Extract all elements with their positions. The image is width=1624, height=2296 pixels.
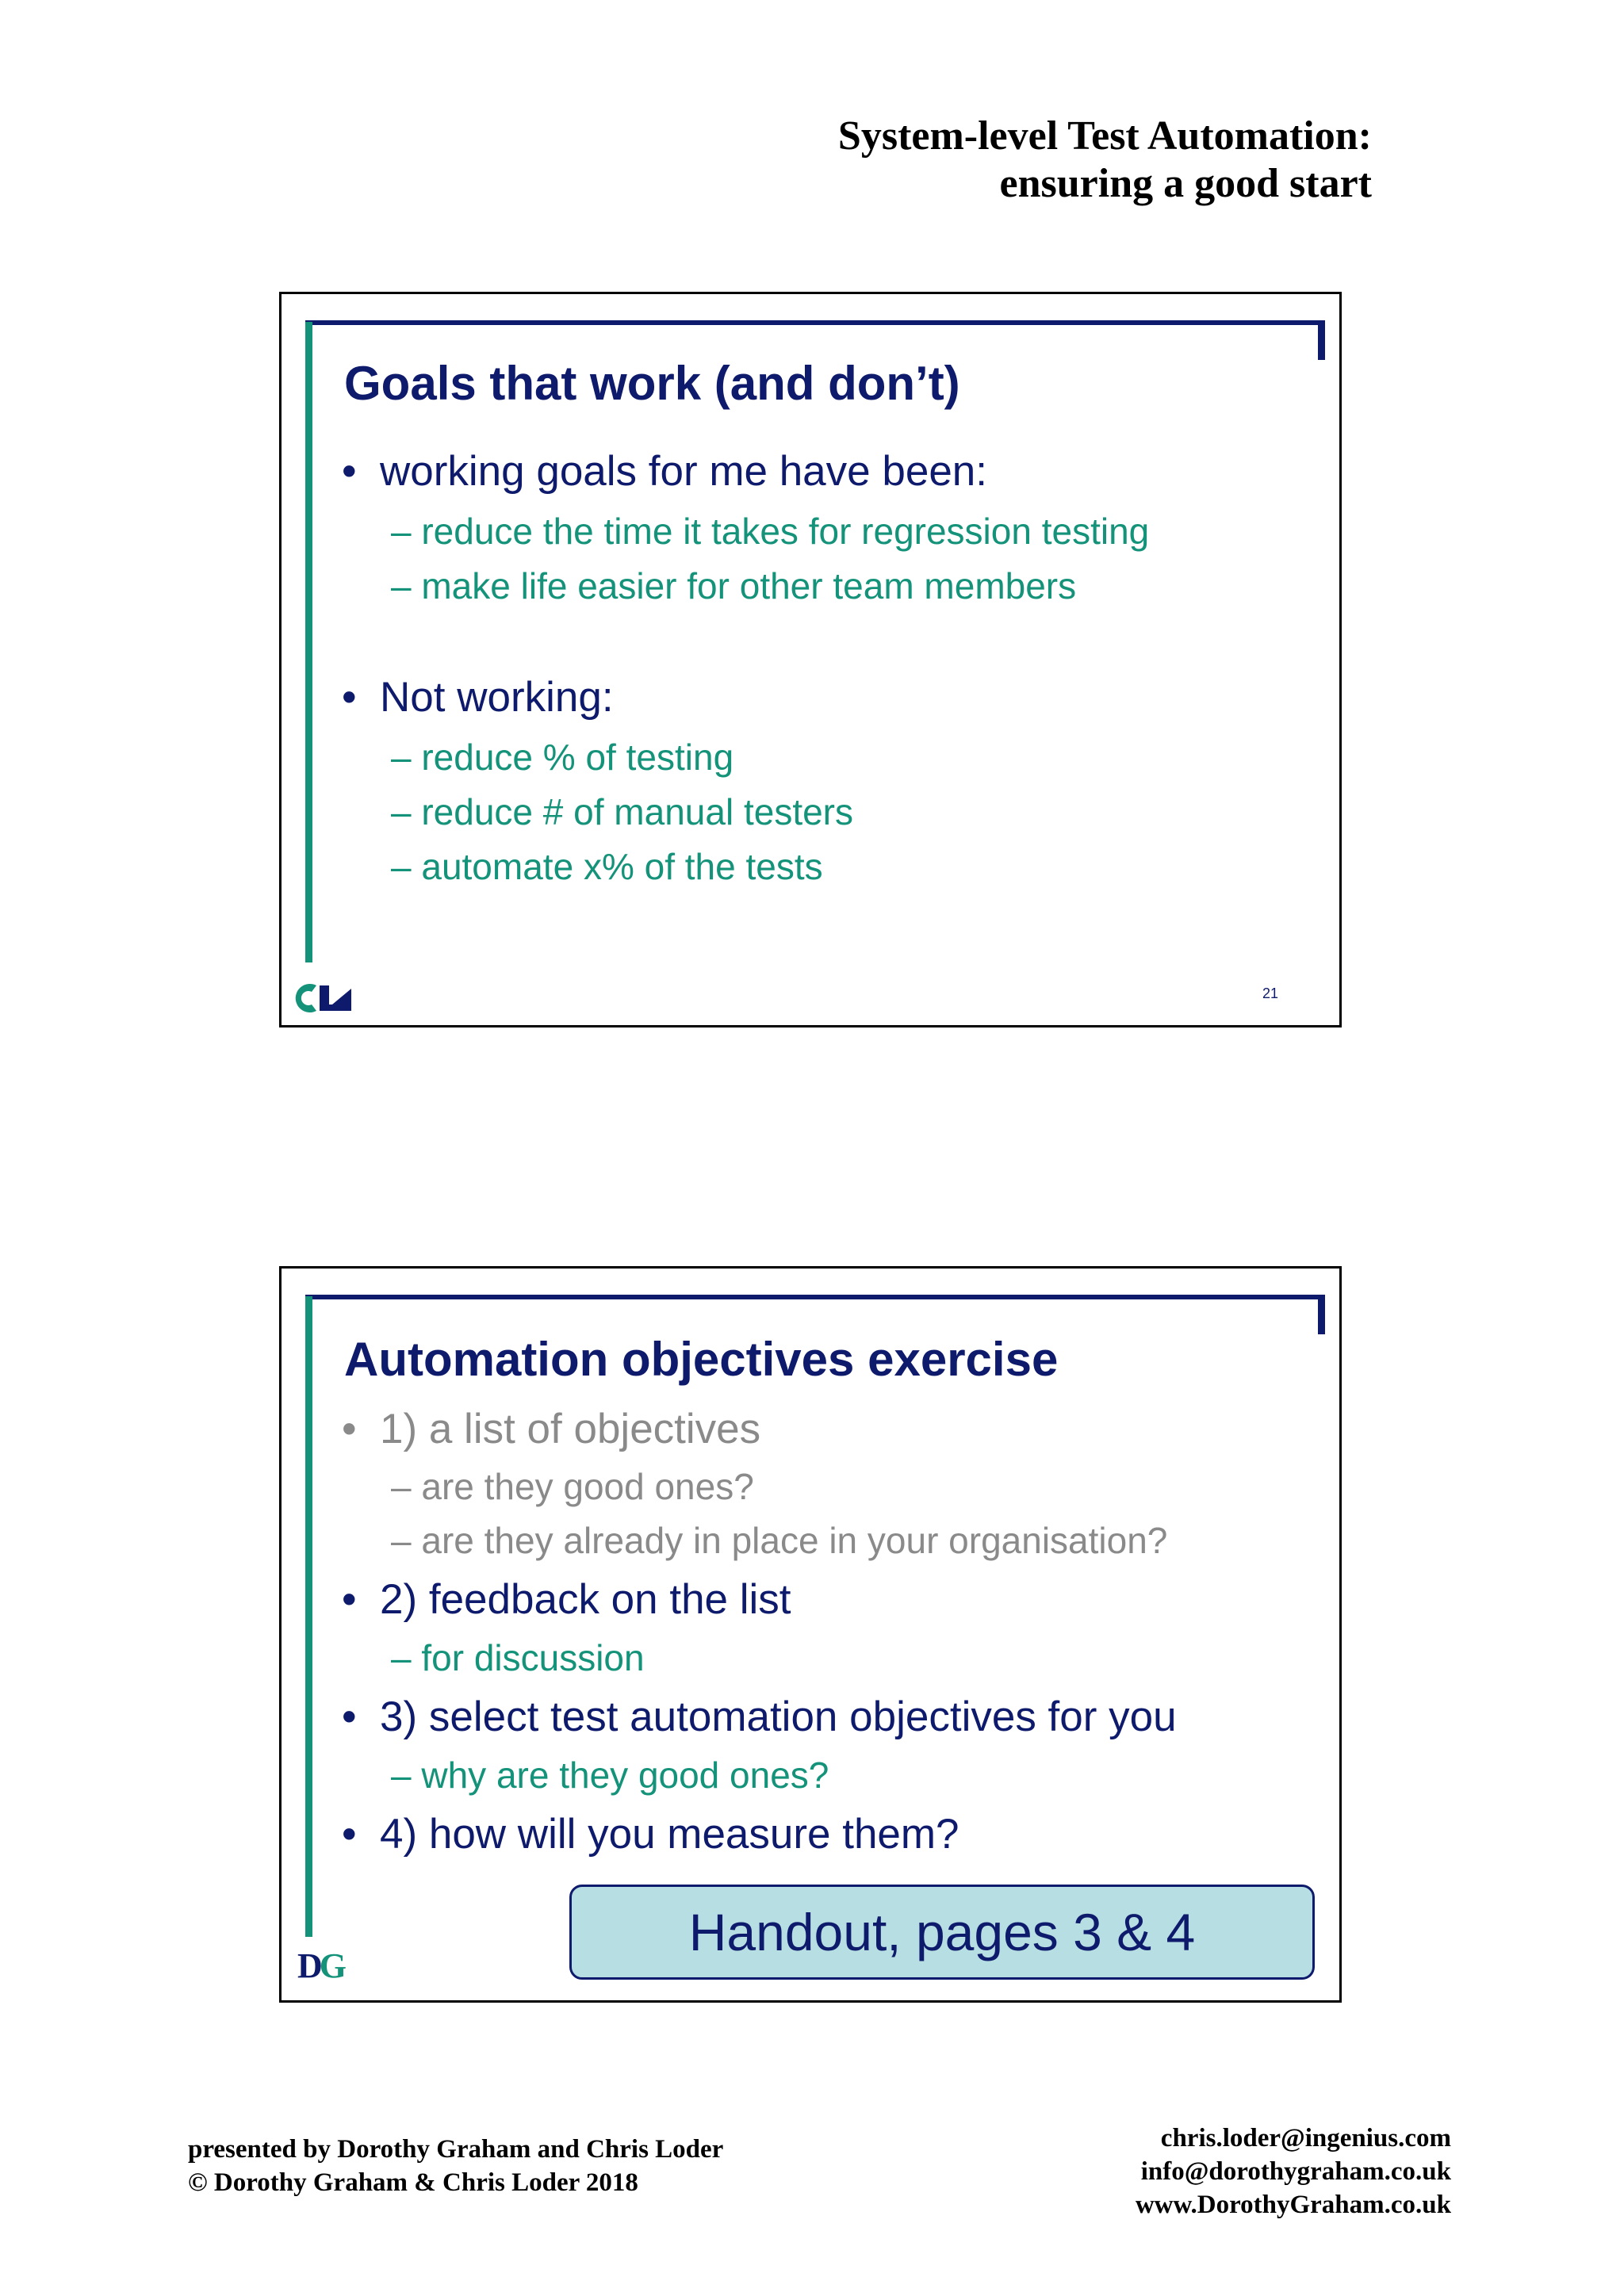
slide-goals [279, 292, 1342, 1027]
bullet-text: working goals for me have been: [380, 448, 987, 495]
sub-bullet-item: – why are they good ones? [391, 1755, 829, 1796]
footer-website: www.DorothyGraham.co.uk [1135, 2191, 1451, 2219]
footer-copyright: © Dorothy Graham & Chris Loder 2018 [188, 2168, 638, 2197]
bullet-text: 2) feedback on the list [380, 1576, 791, 1623]
bullet-item [342, 673, 614, 721]
bullet-item [342, 1575, 791, 1624]
sub-bullet-item: – reduce # of manual testers [391, 791, 853, 832]
bullet-text: 3) select test automation objectives for you [380, 1693, 1177, 1740]
slide-left-rule [305, 322, 312, 962]
page-header [658, 113, 1372, 208]
bullet-icon: • [342, 448, 357, 495]
sub-bullet-item: – for discussion [391, 1637, 645, 1678]
slide-top-rule [305, 320, 1325, 325]
bullet-text: 1) a list of objectives [380, 1406, 761, 1452]
bullet-item [342, 447, 987, 496]
sub-bullet-item: – automate x% of the tests [391, 846, 823, 887]
bullet-item [342, 1810, 959, 1858]
footer-presenters [188, 2133, 723, 2199]
bullet-icon: • [342, 674, 357, 721]
slide-title: Automation objectives exercise [344, 1333, 1059, 1386]
bullet-item [342, 1693, 1177, 1741]
sub-bullet-item: – reduce % of testing [391, 737, 734, 778]
sub-bullet-item: – are they already in place in your organisation? [391, 1520, 1168, 1561]
sub-bullet-item: – reduce the time it takes for regression testing [391, 511, 1150, 552]
dg-logo: DG [297, 1946, 344, 1985]
bullet-icon: • [342, 1406, 357, 1452]
footer-presented-by: presented by Dorothy Graham and Chris Loder [188, 2135, 724, 2164]
bullet-icon: • [342, 1811, 357, 1858]
sub-bullet-item: – make life easier for other team members [391, 565, 1077, 607]
sub-bullet-item: – are they good ones? [391, 1466, 754, 1507]
footer-contacts [1136, 2122, 1451, 2221]
bullet-text: 4) how will you measure them? [380, 1811, 959, 1858]
slide-exercise [279, 1266, 1342, 2003]
bullet-text: Not working: [380, 674, 614, 721]
footer-email-dorothy: info@dorothygraham.co.uk [1140, 2157, 1451, 2186]
slide-left-rule [305, 1296, 312, 1937]
bullet-icon: • [342, 1576, 357, 1623]
cl-logo [293, 982, 372, 1014]
bullet-icon: • [342, 1693, 357, 1740]
slide-top-rule [305, 1295, 1325, 1299]
header-title-line2: ensuring a good start [999, 161, 1372, 206]
slide-title: Goals that work (and don’t) [344, 357, 960, 410]
bullet-item [342, 1405, 760, 1453]
header-title-line1: System-level Test Automation: [837, 113, 1372, 159]
slide-right-rule [1318, 320, 1325, 360]
footer-email-chris: chris.loder@ingenius.com [1160, 2124, 1451, 2152]
handout-callout: Handout, pages 3 & 4 [569, 1885, 1315, 1980]
slide-right-rule [1318, 1295, 1325, 1334]
slide-number: 21 [1262, 985, 1279, 1001]
